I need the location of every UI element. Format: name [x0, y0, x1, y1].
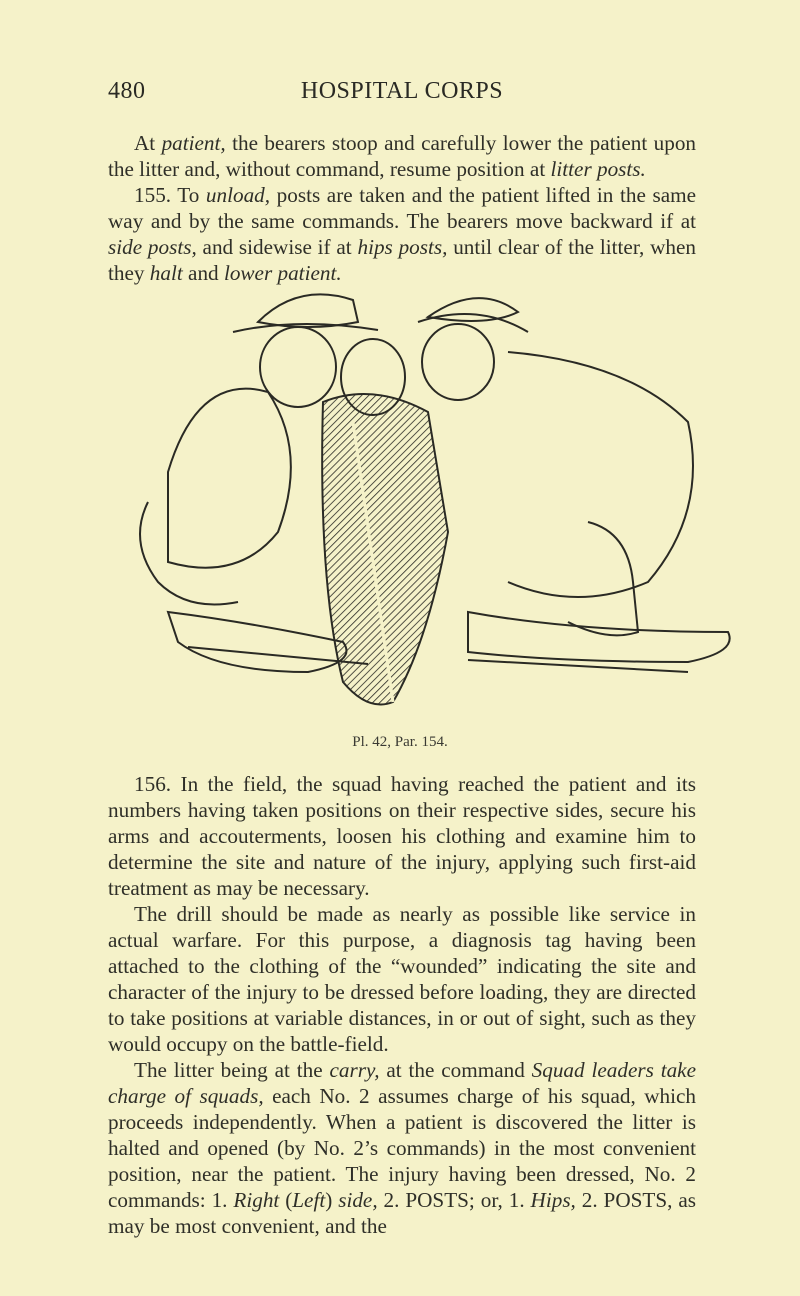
- bottom-text: [108, 771, 696, 1239]
- paragraph: At patient, the bearers stoop and carefully lower the patient upon the litter and, without command, resume position at litter posts.: [108, 131, 697, 181]
- top-text: [108, 130, 696, 286]
- paragraph-156: 156. In the field, the squad having reached the patient and its numbers having taken positions on their respective sides, secure his arms and accouterments, loosen his clothing and examine him to determine the site and nature of the injury, applying such first-aid treatment as may be necessary.: [108, 772, 696, 900]
- running-title: HOSPITAL CORPS: [300, 78, 504, 104]
- paragraph-drill: The drill should be made as nearly as possible like service in actual warfare. For this purpose, a diagnosis tag having been attached to the clothing of the “wounded” indicating the site and character of the injury to be dressed before loading, they are directed to take positions at variable distances, in or out of sight, such as they would occupy on the battle-field.: [108, 902, 696, 1056]
- page-number: 480: [108, 78, 146, 104]
- paragraph-litter: The litter being at the carry, at the command Squad leaders take charge of squads, each No. 2 assumes charge of his squad, which proceeds independently. When a patient is discovered the litter is halted and opened (by No. 2’s commands) in the most convenient position, near the patient. The injury having been dressed, No. 2 commands: 1. Right (Left) side, 2. POSTS; or, 1. Hips, 2. POSTS, as may be most convenient, and the: [108, 1058, 697, 1238]
- plate-illustration: [128, 282, 748, 732]
- figure-caption: Pl. 42, Par. 154.: [352, 734, 448, 750]
- paragraph-155: 155. To unload, posts are taken and the patient lifted in the same way and by the same commands. The bearers move backward if at side posts, and sidewise if at hips posts, until clear of the litter, when they halt and lower patient.: [108, 183, 696, 285]
